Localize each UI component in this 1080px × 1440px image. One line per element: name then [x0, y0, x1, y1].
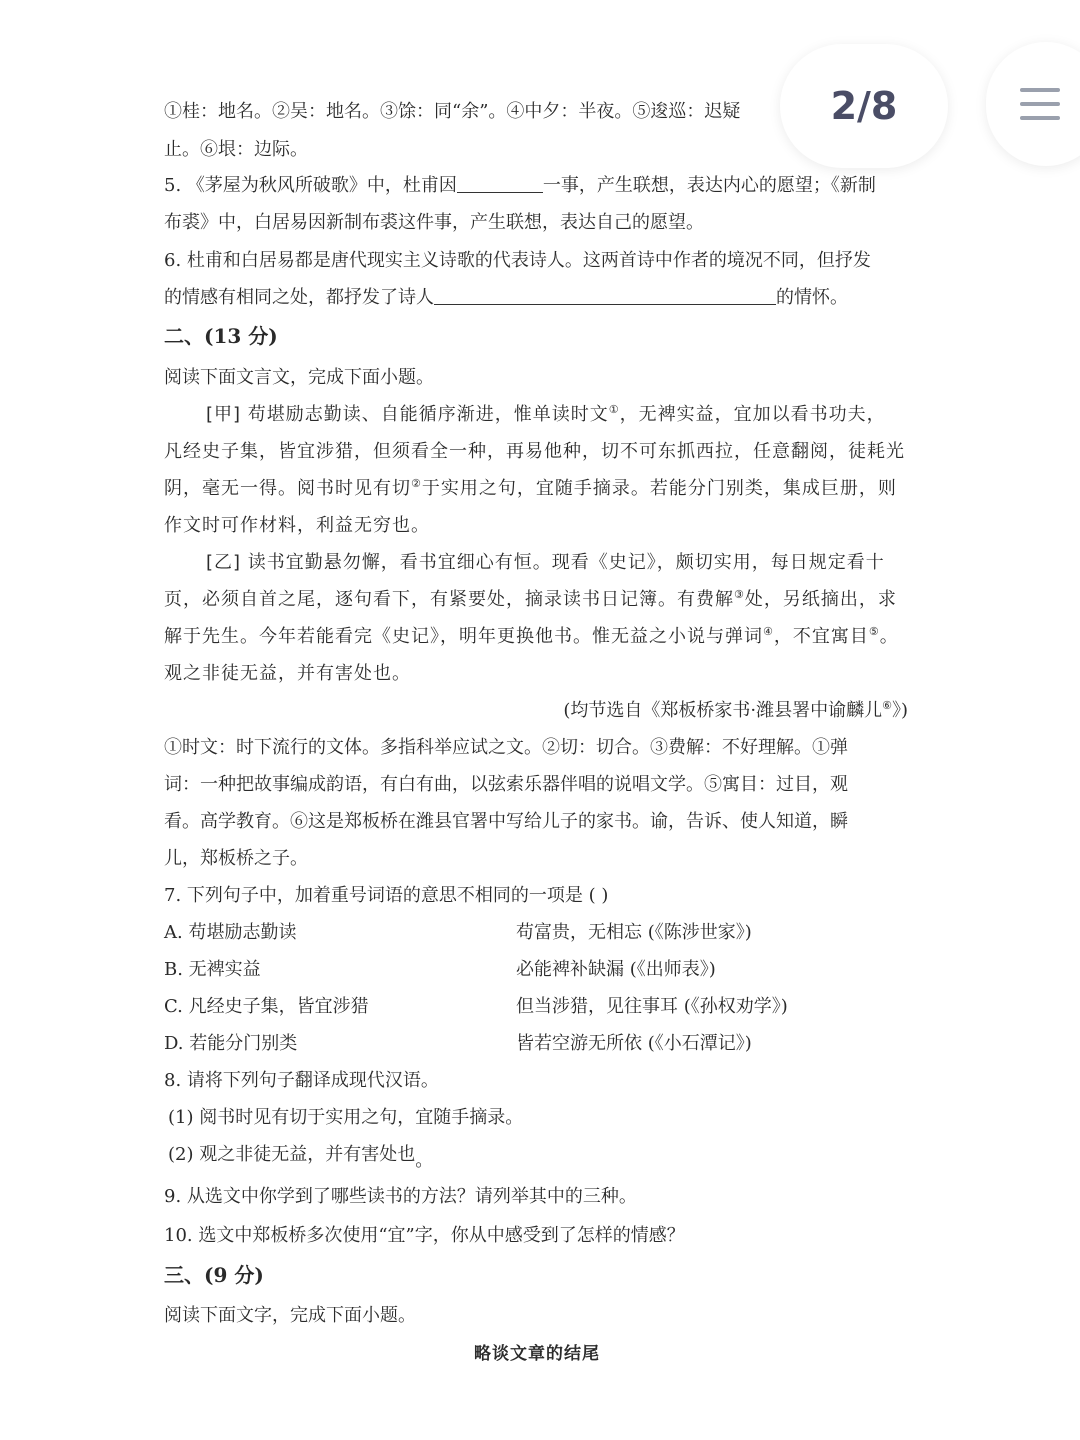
source-citation: [563, 699, 908, 723]
q8-2-end: 。: [415, 1150, 434, 1171]
footnote-1: ①: [608, 403, 620, 416]
source-end: 》): [891, 700, 908, 721]
q5-text-b: 一事，产生联想，表达内心的愿望；《新制: [542, 175, 876, 196]
option-c-left: C. 凡经史子集，皆宜涉猎: [164, 996, 369, 1017]
jia-text-1b: ，无裨实益，宜加以看书功夫，: [619, 404, 886, 425]
passage-jia-line-2: 凡经史子集，皆宜涉猎，但须看全一种，再易他种，切不可东抓西拉，任意翻阅，徒耗光: [164, 441, 905, 462]
option-d-left: D. 若能分门别类: [164, 1033, 298, 1054]
option-b-left: B. 无裨实益: [164, 959, 261, 980]
footnote-5: ⑤: [868, 625, 880, 638]
question-9: 9. 从选文中你学到了哪些读书的方法？请列举其中的三种。: [164, 1186, 637, 1207]
option-c-right: 但当涉猎，见往事耳 (《孙权劝学》): [516, 996, 788, 1017]
passage-jia-line-4: 作文时可作材料，利益无穷也。: [164, 515, 430, 536]
question-7: 7. 下列句子中，加着重号词语的意思不相同的一项是 ( ): [164, 885, 609, 906]
question-8-item-2: [168, 1143, 434, 1171]
passage-yi-line-2: [164, 588, 897, 612]
jia-text-3b: 于实用之句，宜随手摘录。若能分门别类，集成巨册，则: [421, 478, 897, 499]
option-a-left: A. 苟堪励志勤读: [164, 922, 297, 943]
question-8-item-1: (1) 阅书时见有切于实用之句，宜随手摘录。: [168, 1107, 524, 1128]
question-8: 8. 请将下列句子翻译成现代汉语。: [164, 1070, 439, 1091]
question-6-line-1: 6. 杜甫和白居易都是唐代现实主义诗歌的代表诗人。这两首诗中作者的境况不同，但抒发: [164, 250, 871, 271]
passage-yi-line-3: [164, 625, 899, 649]
option-b-right: 必能裨补缺漏 (《出师表》): [516, 959, 716, 980]
section-2-heading: 二、(13 分): [164, 324, 278, 348]
footnote-3: ③: [734, 588, 745, 601]
yi-text-3a: 解于先生。今年若能看完《史记》，明年更换他书。惟无益之小说与弹词: [164, 626, 763, 647]
page-indicator: 2/8: [830, 84, 898, 128]
source-text: (均节选自《郑板桥家书·潍县署中谕麟儿: [563, 700, 883, 721]
yi-text-3b: ，不宜寓目: [773, 626, 869, 647]
footnote-2: ②: [411, 477, 422, 490]
note-line-1: ①桂：地名。②吴：地名。③馀：同“余”。④中夕：半夜。⑤逡巡：迟疑: [164, 101, 741, 122]
jia-text-1: [甲] 苟堪励志勤读、自能循序渐进，惟单读时文: [206, 404, 609, 425]
yi-text-2b: 处，另纸摘出，求: [744, 589, 897, 610]
note2-line-2: 词：一种把故事编成韵语，有白有曲，以弦索乐器伴唱的说唱文学。⑤寓目：过目，观: [164, 774, 848, 795]
section-3-heading: 三、(9 分): [164, 1263, 264, 1287]
question-5-line-1: [164, 174, 876, 198]
q6-blank: [434, 286, 776, 305]
footnote-4: ④: [763, 625, 774, 638]
note2-line-3: 看。高学教育。⑥这是郑板桥在潍县官署中写给儿子的家书。谕，告诉、使人知道，瞬: [164, 811, 848, 832]
page-badge: [780, 44, 948, 168]
passage-3-title: 略谈文章的结尾: [474, 1344, 600, 1364]
q5-blank: [457, 174, 543, 193]
option-a-right: 苟富贵，无相忘 (《陈涉世家》): [516, 922, 752, 943]
q6-text-a: 的情感有相同之处，都抒发了诗人: [164, 287, 434, 308]
footnote-6: ⑥: [882, 699, 892, 712]
option-d-right: 皆若空游无所依 (《小石潭记》): [516, 1033, 752, 1054]
note2-line-4: 儿，郑板桥之子。: [164, 848, 308, 869]
passage-yi-line-1: [乙] 读书宜勤悬勿懈，看书宜细心有恒。现看《史记》，颇切实用，每日规定看十: [206, 552, 885, 573]
menu-button[interactable]: [986, 42, 1080, 166]
jia-text-3a: 阴，毫无一得。阅书时见有切: [164, 478, 411, 499]
passage-jia-line-3: [164, 477, 897, 501]
q6-text-b: 的情怀。: [776, 287, 848, 308]
yi-text-3c: 。: [879, 626, 899, 647]
q8-2-text: (2) 观之非徒无益，并有害处也: [168, 1144, 416, 1165]
note-line-2: 止。⑥垠：边际。: [164, 139, 308, 160]
question-10: 10. 选文中郑板桥多次使用“宜”字，你从中感受到了怎样的情感？: [164, 1225, 685, 1246]
q5-text-a: 5. 《茅屋为秋风所破歌》中，杜甫因: [164, 175, 457, 196]
question-5-line-2: 布裘》中，白居易因新制布裘这件事，产生联想，表达自己的愿望。: [164, 212, 704, 233]
section-3-intro: 阅读下面文字，完成下面小题。: [164, 1305, 416, 1326]
question-6-line-2: [164, 286, 848, 310]
section-2-intro: 阅读下面文言文，完成下面小题。: [164, 367, 434, 388]
note2-line-1: ①时文：时下流行的文体。多指科举应试之文。②切：切合。③费解：不好理解。①弹: [164, 737, 848, 758]
yi-text-2a: 页，必须自首之尾，逐句看下，有紧要处，摘录读书日记簿。有费解: [164, 589, 734, 610]
passage-jia-line-1: [206, 403, 886, 427]
passage-yi-line-4: 观之非徒无益，并有害处也。: [164, 663, 411, 684]
